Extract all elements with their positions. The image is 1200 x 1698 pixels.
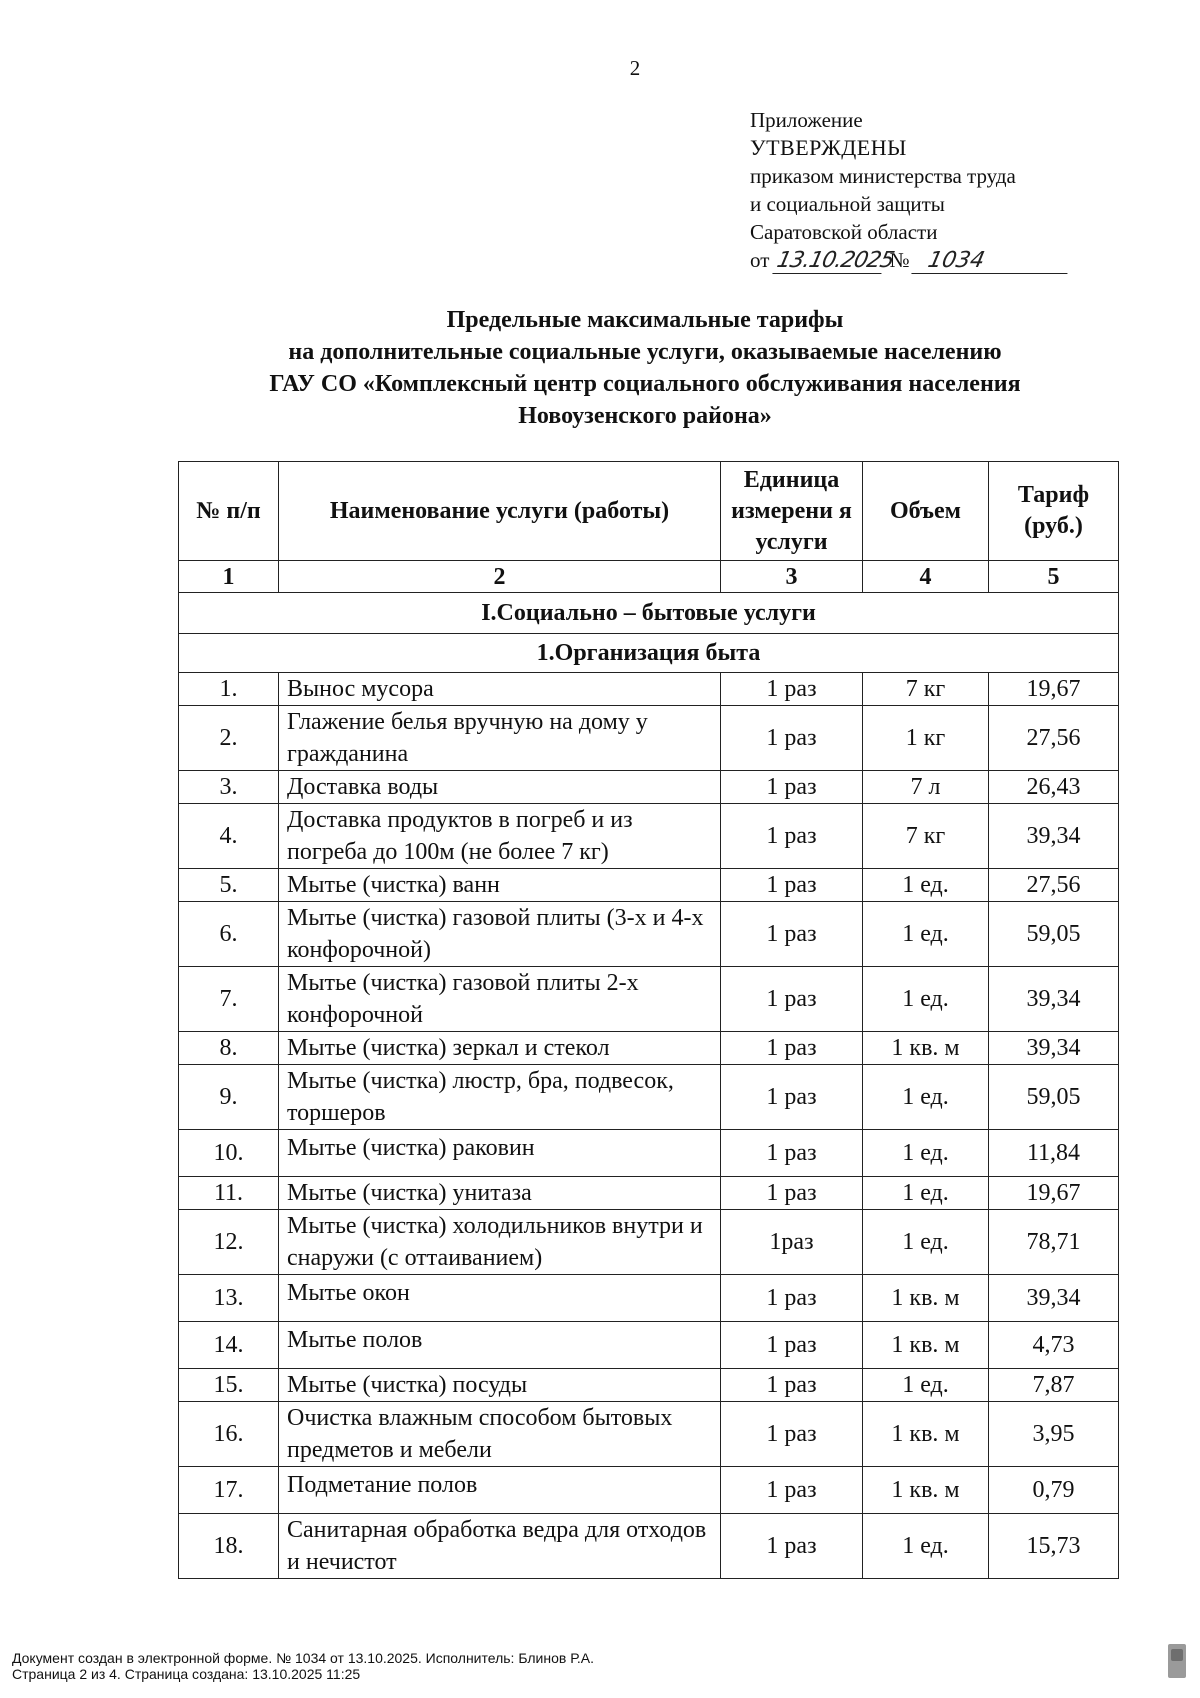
header-unit: Единица измерени я услуги bbox=[721, 462, 863, 561]
tariff-cell: 59,05 bbox=[989, 1065, 1119, 1130]
table-row bbox=[179, 902, 1119, 967]
service-name: Мытье (чистка) газовой плиты (3-х и 4-х конфорочной) bbox=[279, 902, 721, 967]
table-row bbox=[179, 804, 1119, 869]
unit-cell: 1 раз bbox=[721, 1467, 863, 1514]
volume-cell: 1 кв. м bbox=[863, 1275, 989, 1322]
tariff-cell: 27,56 bbox=[989, 869, 1119, 902]
row-number: 11. bbox=[179, 1177, 279, 1210]
table-row bbox=[179, 1467, 1119, 1514]
section-title: I.Социально – бытовые услуги bbox=[179, 593, 1119, 634]
unit-cell: 1 раз bbox=[721, 869, 863, 902]
service-name: Мытье (чистка) посуды bbox=[279, 1369, 721, 1402]
footer-stamp bbox=[12, 1650, 594, 1682]
volume-cell: 7 кг bbox=[863, 804, 989, 869]
tariff-cell: 39,34 bbox=[989, 1032, 1119, 1065]
unit-cell: 1 раз bbox=[721, 1514, 863, 1579]
table-row bbox=[179, 967, 1119, 1032]
table-row bbox=[179, 869, 1119, 902]
service-name: Доставка воды bbox=[279, 771, 721, 804]
row-number: 2. bbox=[179, 706, 279, 771]
unit-cell: 1 раз bbox=[721, 902, 863, 967]
service-name: Мытье (чистка) холодильников внутри и снаружи (с оттаиванием) bbox=[279, 1210, 721, 1275]
service-name: Мытье (чистка) унитаза bbox=[279, 1177, 721, 1210]
tariff-cell: 3,95 bbox=[989, 1402, 1119, 1467]
row-number: 12. bbox=[179, 1210, 279, 1275]
volume-cell: 1 кв. м bbox=[863, 1402, 989, 1467]
approval-approved: УТВЕРЖДЕНЫ bbox=[750, 135, 907, 160]
tariff-cell: 27,56 bbox=[989, 706, 1119, 771]
table-row bbox=[179, 771, 1119, 804]
tariff-cell: 78,71 bbox=[989, 1210, 1119, 1275]
tariff-cell: 0,79 bbox=[989, 1467, 1119, 1514]
column-number: 4 bbox=[863, 561, 989, 593]
table-row bbox=[179, 1130, 1119, 1177]
tariff-cell: 7,87 bbox=[989, 1369, 1119, 1402]
volume-cell: 1 ед. bbox=[863, 1177, 989, 1210]
row-number: 4. bbox=[179, 804, 279, 869]
row-number: 16. bbox=[179, 1402, 279, 1467]
row-number: 9. bbox=[179, 1065, 279, 1130]
subsection-row bbox=[179, 634, 1119, 673]
table-row bbox=[179, 673, 1119, 706]
unit-cell: 1 раз bbox=[721, 673, 863, 706]
table-row bbox=[179, 1402, 1119, 1467]
tariff-cell: 4,73 bbox=[989, 1322, 1119, 1369]
row-number: 17. bbox=[179, 1467, 279, 1514]
from-label: от bbox=[750, 248, 770, 272]
service-name: Глажение белья вручную на дому у гражданина bbox=[279, 706, 721, 771]
volume-cell: 1 ед. bbox=[863, 869, 989, 902]
service-name: Доставка продуктов в погреб и из погреба до 100м (не более 7 кг) bbox=[279, 804, 721, 869]
unit-cell: 1 раз bbox=[721, 1369, 863, 1402]
volume-cell: 7 кг bbox=[863, 673, 989, 706]
unit-cell: 1 раз bbox=[721, 706, 863, 771]
row-number: 18. bbox=[179, 1514, 279, 1579]
header-volume: Объем bbox=[863, 462, 989, 561]
tariff-cell: 39,34 bbox=[989, 967, 1119, 1032]
footer-line-2: Страница 2 из 4. Страница создана: 13.10.2025 11:25 bbox=[12, 1666, 361, 1682]
table-row bbox=[179, 1065, 1119, 1130]
table-row bbox=[179, 1514, 1119, 1579]
approval-region: Саратовской области bbox=[750, 220, 938, 244]
title-line-1: Предельные максимальные тарифы bbox=[446, 307, 844, 333]
unit-cell: 1 раз bbox=[721, 771, 863, 804]
tariff-cell: 19,67 bbox=[989, 1177, 1119, 1210]
column-number: 2 bbox=[279, 561, 721, 593]
unit-cell: 1 раз bbox=[721, 1402, 863, 1467]
document-title bbox=[170, 304, 1120, 432]
header-tariff: Тариф (руб.) bbox=[989, 462, 1119, 561]
unit-cell: 1 раз bbox=[721, 1177, 863, 1210]
column-number: 3 bbox=[721, 561, 863, 593]
volume-cell: 1 ед. bbox=[863, 902, 989, 967]
volume-cell: 1 ед. bbox=[863, 1065, 989, 1130]
service-name: Мытье (чистка) газовой плиты 2-х конфорочной bbox=[279, 967, 721, 1032]
service-name: Мытье (чистка) зеркал и стекол bbox=[279, 1032, 721, 1065]
column-number: 1 bbox=[179, 561, 279, 593]
service-name: Мытье (чистка) ванн bbox=[279, 869, 721, 902]
tariff-cell: 19,67 bbox=[989, 673, 1119, 706]
volume-cell: 1 ед. bbox=[863, 1130, 989, 1177]
footer-line-1: Документ создан в электронной форме. № 1034 от 13.10.2025. Исполнитель: Блинов Р.А. bbox=[12, 1650, 594, 1666]
unit-cell: 1 раз bbox=[721, 967, 863, 1032]
volume-cell: 1 ед. bbox=[863, 1369, 989, 1402]
unit-cell: 1 раз bbox=[721, 1322, 863, 1369]
row-number: 14. bbox=[179, 1322, 279, 1369]
column-number-row bbox=[179, 561, 1119, 593]
tariff-cell: 59,05 bbox=[989, 902, 1119, 967]
row-number: 8. bbox=[179, 1032, 279, 1065]
volume-cell: 1 кв. м bbox=[863, 1322, 989, 1369]
unit-cell: 1 раз bbox=[721, 1275, 863, 1322]
header-name: Наименование услуги (работы) bbox=[279, 462, 721, 561]
table-row bbox=[179, 1032, 1119, 1065]
volume-cell: 1 ед. bbox=[863, 967, 989, 1032]
service-name: Подметание полов bbox=[279, 1467, 721, 1514]
approval-appendix: Приложение bbox=[750, 108, 863, 132]
row-number: 1. bbox=[179, 673, 279, 706]
service-name: Мытье окон bbox=[279, 1275, 721, 1322]
table-row bbox=[179, 706, 1119, 771]
service-name: Вынос мусора bbox=[279, 673, 721, 706]
handwritten-date: 13.10.2025 bbox=[772, 249, 886, 274]
title-line-3: ГАУ СО «Комплексный центр социального обслуживания населения bbox=[269, 371, 1021, 397]
unit-cell: 1 раз bbox=[721, 1032, 863, 1065]
row-number: 6. bbox=[179, 902, 279, 967]
section-row bbox=[179, 593, 1119, 634]
approval-date-number bbox=[750, 246, 1070, 274]
approval-order: приказом министерства труда bbox=[750, 164, 1016, 188]
volume-cell: 1 ед. bbox=[863, 1514, 989, 1579]
tariff-cell: 11,84 bbox=[989, 1130, 1119, 1177]
volume-cell: 7 л bbox=[863, 771, 989, 804]
subsection-title: 1.Организация быта bbox=[179, 634, 1119, 673]
unit-cell: 1 раз bbox=[721, 1065, 863, 1130]
tariff-cell: 26,43 bbox=[989, 771, 1119, 804]
header-num: № п/п bbox=[179, 462, 279, 561]
tariff-cell: 39,34 bbox=[989, 1275, 1119, 1322]
approval-block bbox=[750, 106, 1070, 274]
volume-cell: 1 кв. м bbox=[863, 1032, 989, 1065]
row-number: 5. bbox=[179, 869, 279, 902]
service-name: Очистка влажным способом бытовых предметов и мебели bbox=[279, 1402, 721, 1467]
handwritten-number: 1034 bbox=[911, 249, 1072, 274]
title-line-4: Новоузенского района» bbox=[518, 403, 772, 429]
service-name: Мытье (чистка) люстр, бра, подвесок, торшеров bbox=[279, 1065, 721, 1130]
column-number: 5 bbox=[989, 561, 1119, 593]
service-name: Мытье (чистка) раковин bbox=[279, 1130, 721, 1177]
unit-cell: 1 раз bbox=[721, 804, 863, 869]
row-number: 10. bbox=[179, 1130, 279, 1177]
volume-cell: 1 кв. м bbox=[863, 1467, 989, 1514]
table-row bbox=[179, 1210, 1119, 1275]
tariff-cell: 15,73 bbox=[989, 1514, 1119, 1579]
tariff-cell: 39,34 bbox=[989, 804, 1119, 869]
unit-cell: 1раз bbox=[721, 1210, 863, 1275]
tariff-table bbox=[178, 461, 1119, 1579]
document-icon bbox=[1168, 1644, 1186, 1678]
table-header-row bbox=[179, 462, 1119, 561]
row-number: 15. bbox=[179, 1369, 279, 1402]
number-label: № bbox=[889, 248, 910, 272]
table-row bbox=[179, 1177, 1119, 1210]
table-row bbox=[179, 1275, 1119, 1322]
service-name: Мытье полов bbox=[279, 1322, 721, 1369]
table-row bbox=[179, 1322, 1119, 1369]
row-number: 7. bbox=[179, 967, 279, 1032]
row-number: 13. bbox=[179, 1275, 279, 1322]
volume-cell: 1 кг bbox=[863, 706, 989, 771]
volume-cell: 1 ед. bbox=[863, 1210, 989, 1275]
title-line-2: на дополнительные социальные услуги, оказываемые населению bbox=[288, 339, 1002, 365]
unit-cell: 1 раз bbox=[721, 1130, 863, 1177]
service-name: Санитарная обработка ведра для отходов и нечистот bbox=[279, 1514, 721, 1579]
page-number: 2 bbox=[629, 56, 641, 80]
table-row bbox=[179, 1369, 1119, 1402]
row-number: 3. bbox=[179, 771, 279, 804]
approval-ministry: и социальной защиты bbox=[750, 192, 945, 216]
